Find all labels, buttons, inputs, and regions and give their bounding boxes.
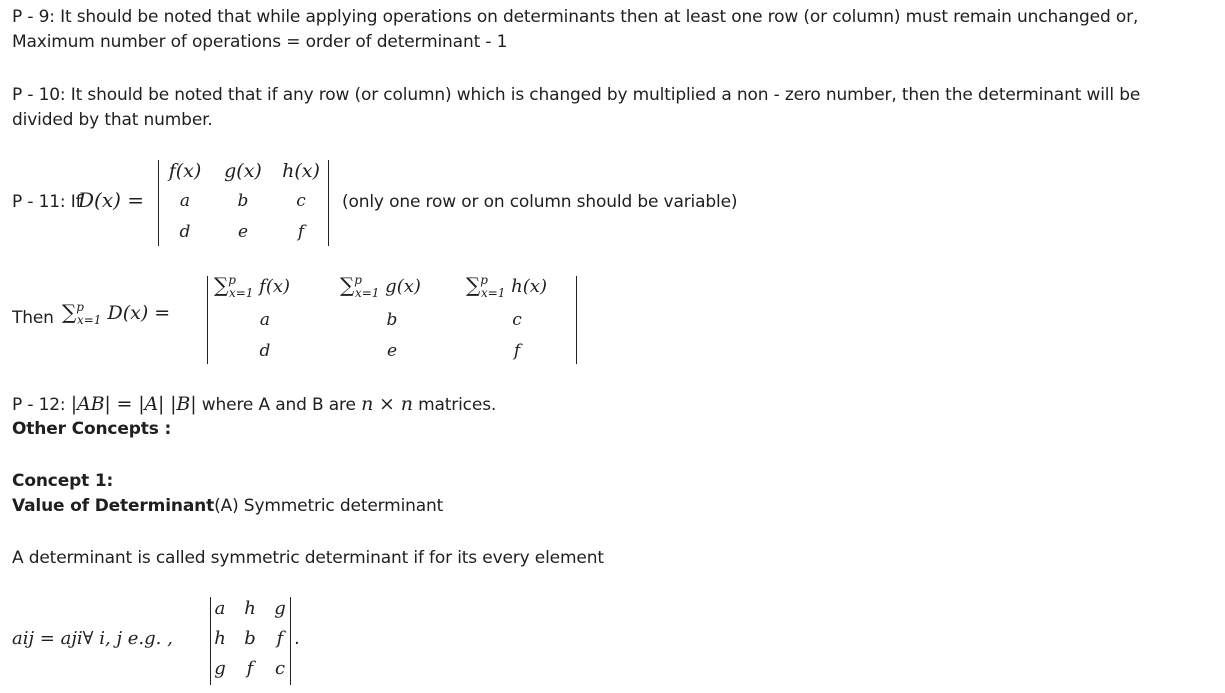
concept1-subtitle: (A) Symmetric determinant [214,496,444,516]
p12-formula [71,393,197,415]
sigma-icon: ∑ [62,300,77,324]
p11-prefix: P - 11: If [12,192,82,212]
then-sum-sup: p [76,300,84,314]
sym-m10: h [214,628,226,649]
then-r1c3-sup: p [480,273,488,287]
then-r1c1-val: f(x) [259,276,291,297]
p12-suffix: matrices. [418,395,497,415]
then-m10: a [259,310,271,330]
other-concepts-heading: Other Concepts : [12,419,172,439]
then-r1c1-sup: p [228,273,236,287]
p11-m00: f(x) [168,160,202,182]
then-m12: c [512,310,522,330]
then-right-bar [576,276,577,364]
sym-period: . [294,628,300,649]
then-m21: e [386,341,398,361]
p11-m11: b [237,191,249,211]
p11-note: (only one row or on column should be variable) [342,192,738,212]
sym-m00: a [214,598,226,619]
p12-prefix: P - 12: [12,395,66,415]
p9-line2: Maximum number of operations = order of determinant - 1 [12,32,508,52]
sym-m01: h [244,598,256,619]
then-r1c1: ∑$^p_{x=1}$ f(x) [214,273,291,300]
then-r1c2: ∑$^p_{x=1}$ g(x) [340,273,421,300]
p11-m12: c [296,191,306,211]
p11-lhs: D(x) = [78,188,145,212]
p9-line1: P - 9: It should be noted that while applying operations on determinants then at least one row (or column) must remain unchanged or, [12,7,1139,27]
then-lhs-sum [62,300,170,327]
sym-right-bar [290,597,291,685]
p10-line1: P - 10: It should be noted that if any row (or column) which is changed by multiplied a non - zero number, then the determinant will be [12,85,1141,105]
then-prefix: Then [12,308,54,328]
then-m22: f [513,341,521,361]
p11-m21: e [237,222,249,242]
then-r1c3-val: h(x) [511,276,547,297]
sym-m22: c [274,658,286,679]
p11-m22: f [297,222,305,242]
p11-right-bar [328,160,329,246]
concept1-heading: Concept 1: [12,471,114,491]
then-r1c2-sup: p [354,273,362,287]
p12-line [12,392,496,418]
p12-dims: n × n [361,393,413,415]
then-r1c2-val: g(x) [385,276,421,297]
then-r1c2-sub: x=1 [354,286,380,300]
sym-m11: b [244,628,256,649]
sym-m21: f [246,658,254,679]
sym-m12: f [276,628,284,649]
then-sum-sub: x=1 [76,313,102,327]
symmetric-text: A determinant is called symmetric determinant if for its every element [12,548,604,568]
p11-left-bar [158,160,159,246]
p11-m02: h(x) [282,160,320,182]
then-r1c3: ∑$^p_{x=1}$ h(x) [466,273,547,300]
then-m11: b [386,310,398,330]
then-left-bar [207,276,208,364]
then-r1c1-sub: x=1 [228,286,254,300]
p10-line2: divided by that number. [12,110,213,130]
p12-middle: where A and B are [201,395,356,415]
concept1-title: Value of Determinant [12,496,215,516]
symmetric-lhs: aij = aji∀ i, j e.g. , [12,628,173,649]
p11-m10: a [179,191,191,211]
then-r1c3-sub: x=1 [480,286,506,300]
p11-m20: d [179,222,191,242]
concept1-title-line [12,494,443,519]
then-lhs: D(x) = [107,302,171,324]
sym-m02: g [274,598,286,619]
p11-m01: g(x) [224,160,262,182]
sym-m20: g [214,658,226,679]
then-m20: d [259,341,271,361]
p12-formula-text: |AB| = |A| |B| [70,393,197,415]
